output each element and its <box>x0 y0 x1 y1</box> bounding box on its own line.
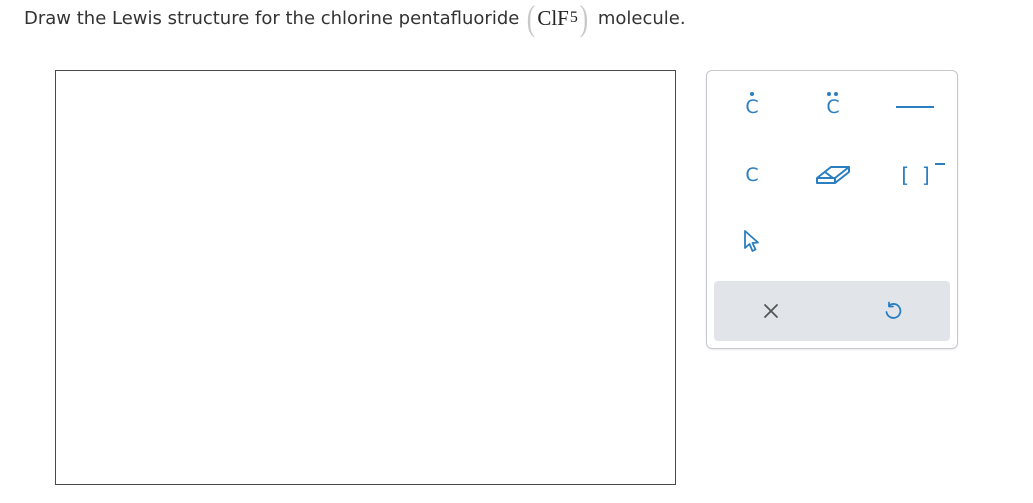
single-bond-icon <box>896 106 934 108</box>
question-text <box>24 0 686 36</box>
atom-tool[interactable] <box>722 150 782 200</box>
electron-dot <box>827 92 831 96</box>
eraser-icon <box>813 163 853 187</box>
bracket-charge-icon <box>898 163 931 187</box>
bracket-text: [ ] <box>898 163 932 187</box>
atom-symbol-label: C <box>745 95 759 118</box>
undo-icon <box>883 301 903 321</box>
lone-pair-atom-tool[interactable] <box>803 82 863 132</box>
formula-open-paren: ( <box>527 0 536 38</box>
electron-dot <box>750 92 754 96</box>
drawing-canvas[interactable] <box>55 70 676 485</box>
single-bond-tool[interactable] <box>885 82 945 132</box>
pointer-icon <box>741 228 763 254</box>
clear-icon <box>763 303 779 319</box>
bracket-charge-tool[interactable] <box>885 150 945 200</box>
action-bar <box>714 281 950 341</box>
atom-symbol-label: C <box>826 95 840 118</box>
select-tool[interactable] <box>722 216 782 266</box>
question-prefix: Draw the Lewis structure for the chlorine pentafluoride <box>24 7 520 29</box>
drawing-toolbox <box>706 70 958 349</box>
formula-subscript: 5 <box>569 9 578 26</box>
chemical-formula <box>525 0 590 36</box>
undo-button[interactable] <box>863 286 923 336</box>
minus-sign <box>935 163 945 165</box>
electron-dot <box>834 92 838 96</box>
clear-button[interactable] <box>741 286 801 336</box>
formula-close-paren: ) <box>579 0 589 38</box>
eraser-tool[interactable] <box>803 150 863 200</box>
question-suffix: molecule. <box>597 7 686 29</box>
single-electron-atom-tool[interactable] <box>722 82 782 132</box>
formula-main: ClF <box>537 5 569 30</box>
atom-icon: C <box>745 163 759 186</box>
single-dot-atom-icon <box>745 95 759 118</box>
lone-pair-atom-icon <box>826 95 840 118</box>
